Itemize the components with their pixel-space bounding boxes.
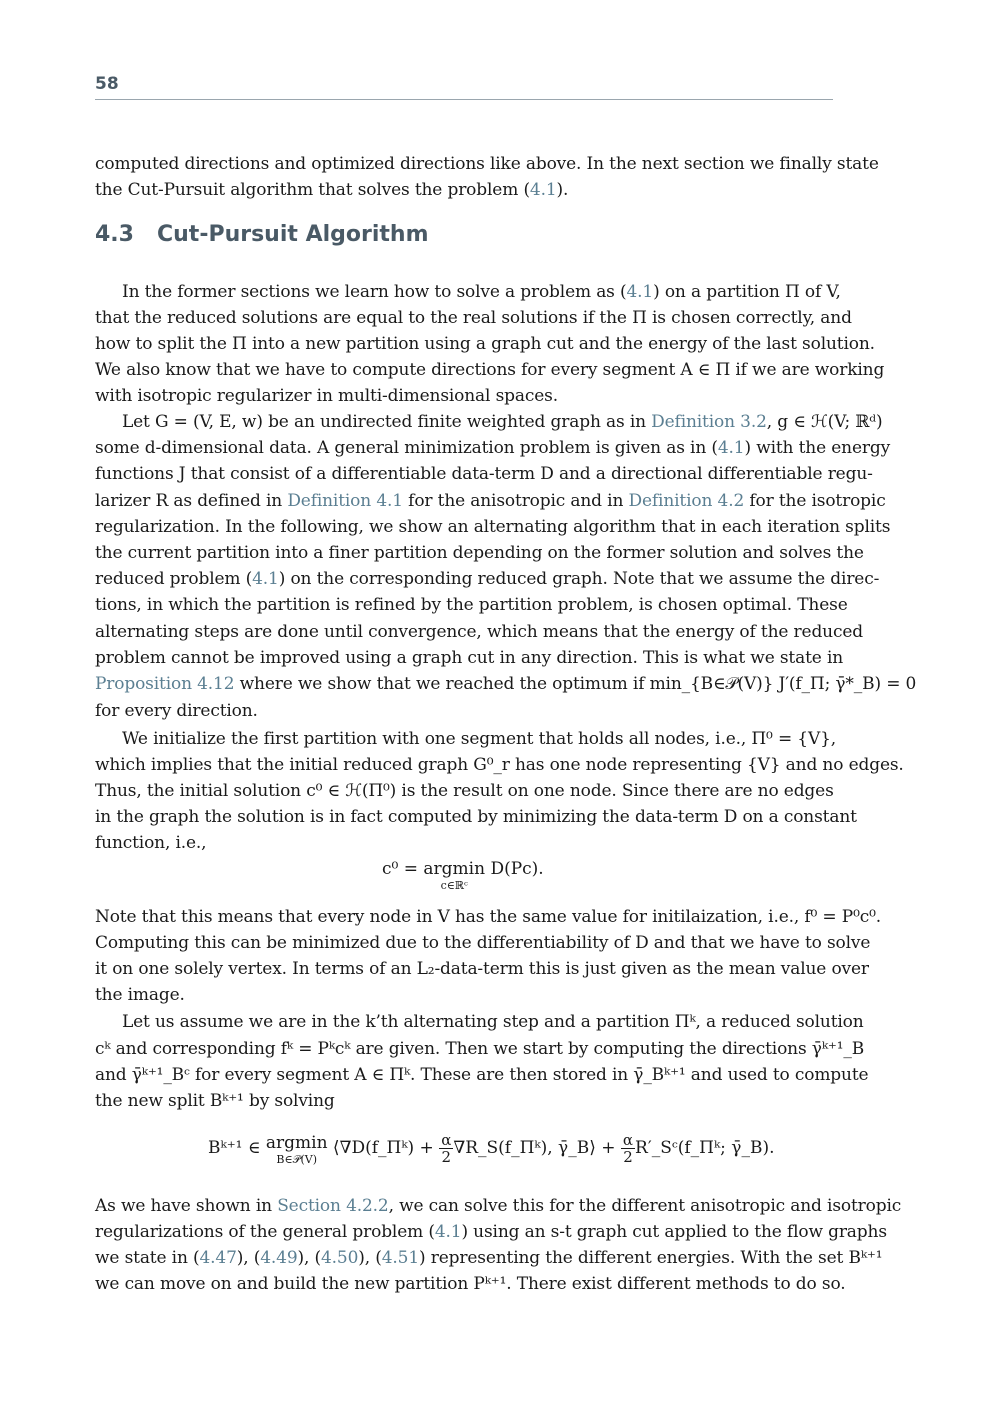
header-rule xyxy=(95,99,833,100)
fraction-denominator: 2 xyxy=(623,1148,633,1166)
paragraph-line: We initialize the first partition with one segment that holds all nodes, i.e., Π⁰ = {V}, xyxy=(122,729,837,749)
cross-reference-link[interactable]: 4.1 xyxy=(626,282,654,302)
cross-reference-link[interactable]: Definition 4.1 xyxy=(287,491,403,511)
equation-rhs: D(Pc). xyxy=(485,859,544,879)
cross-reference-link[interactable]: 4.1 xyxy=(529,180,557,200)
paragraph-line: cᵏ and corresponding fᵏ = Pᵏcᵏ are given. Then we start by computing the directions γ̄ᵏ⁺¹_B xyxy=(95,1039,865,1059)
argmin-operator xyxy=(266,1132,328,1166)
paragraph-line: regularizations of the general problem (4.1) using an s-t graph cut applied to the flow graphs xyxy=(95,1222,887,1242)
fraction-numerator: α xyxy=(441,1131,452,1149)
argmin-label: argmin xyxy=(423,859,486,879)
cross-reference-link[interactable]: Section 4.2.2 xyxy=(277,1196,389,1216)
cross-reference-link[interactable]: 4.1 xyxy=(252,569,279,589)
paragraph-line: We also know that we have to compute directions for every segment A ∈ Π if we are working xyxy=(95,360,885,380)
paragraph-line: reduced problem (4.1) on the corresponding reduced graph. Note that we assume the direc- xyxy=(95,569,880,589)
page-number: 58 xyxy=(95,74,119,94)
equation-term: R′_Sᶜ(f_Πᵏ; γ̄_B). xyxy=(635,1138,775,1158)
cross-reference-link[interactable]: Definition 3.2 xyxy=(651,412,767,432)
paragraph-line: we state in (4.47), (4.49), (4.50), (4.51) representing the different energies. With the set Bᵏ⁺¹ xyxy=(95,1248,883,1268)
cross-reference-link[interactable]: 4.1 xyxy=(434,1222,462,1242)
intro-line: the Cut-Pursuit algorithm that solves the problem (4.1). xyxy=(95,180,569,200)
paragraph-line: the current partition into a finer partition depending on the former solution and solves the xyxy=(95,543,864,563)
cross-reference-link[interactable]: Definition 4.2 xyxy=(628,491,745,511)
paragraph-line: As we have shown in Section 4.2.2, we can solve this for the different anisotropic and isotropic xyxy=(95,1196,902,1216)
paragraph-line: Note that this means that every node in V has the same value for initilaization, i.e., f⁰ = P⁰c⁰. xyxy=(95,907,882,927)
paragraph-line: functions J that consist of a differentiable data-term D and a directional differentiable regu- xyxy=(95,464,873,484)
equation-lhs: c⁰ = xyxy=(382,859,424,879)
paragraph-line: tions, in which the partition is refined by the partition problem, is chosen optimal. These xyxy=(95,595,848,615)
paragraph-line: in the graph the solution is in fact computed by minimizing the data-term D on a constant xyxy=(95,807,857,827)
cross-reference-link[interactable]: 4.47 xyxy=(199,1248,237,1268)
argmin-operator xyxy=(423,858,485,892)
paragraph-line: problem cannot be improved using a graph cut in any direction. This is what we state in xyxy=(95,648,844,668)
cross-reference-link[interactable]: 4.1 xyxy=(717,438,745,458)
section-title: Cut-Pursuit Algorithm xyxy=(157,222,429,247)
paragraph-line: some d-dimensional data. A general minimization problem is given as in (4.1) with the energy xyxy=(95,438,891,458)
paragraph-line: and γ̄ᵏ⁺¹_Bᶜ for every segment A ∈ Πᵏ. These are then stored in γ̄_Bᵏ⁺¹ and used to compute xyxy=(95,1065,869,1085)
paragraph-line: function, i.e., xyxy=(95,833,207,853)
paragraph-line: that the reduced solutions are equal to the real solutions if the Π is chosen correctly, and xyxy=(95,308,852,328)
equation-init xyxy=(382,858,544,892)
cross-reference-link[interactable]: 4.50 xyxy=(320,1248,359,1268)
fraction-denominator: 2 xyxy=(441,1148,452,1166)
section-heading xyxy=(95,222,429,247)
fraction-numerator: α xyxy=(622,1131,634,1149)
paragraph-line: we can move on and build the new partition Pᵏ⁺¹. There exist different methods to do so. xyxy=(95,1274,846,1294)
intro-line: computed directions and optimized directions like above. In the next section we finally state xyxy=(95,154,879,174)
paragraph-line: In the former sections we learn how to solve a problem as (4.1) on a partition Π of V, xyxy=(122,282,841,302)
paragraph-line: Let us assume we are in the k’th alternating step and a partition Πᵏ, a reduced solution xyxy=(122,1012,864,1032)
cross-reference-link[interactable]: 4.51 xyxy=(381,1248,419,1268)
alpha-half-fraction xyxy=(621,1132,635,1165)
argmin-subscript: B∈𝒫(V) xyxy=(276,1153,318,1166)
argmin-subscript: c∈ℝᶜ xyxy=(440,879,468,892)
equation-split xyxy=(208,1132,775,1166)
paragraph-line: for every direction. xyxy=(95,701,258,721)
paragraph-line: alternating steps are done until convergence, which means that the energy of the reduced xyxy=(95,622,863,642)
paragraph-line: how to split the Π into a new partition using a graph cut and the energy of the last solution. xyxy=(95,334,875,354)
argmin-label: argmin xyxy=(265,1133,328,1153)
paragraph-line: the new split Bᵏ⁺¹ by solving xyxy=(95,1091,335,1111)
paragraph-line: which implies that the initial reduced graph G⁰_r has one node representing {V} and no edges. xyxy=(95,755,904,775)
alpha-half-fraction xyxy=(439,1132,453,1165)
paragraph-line: with isotropic regularizer in multi-dimensional spaces. xyxy=(95,386,558,406)
paragraph-line: the image. xyxy=(95,985,185,1005)
section-number: 4.3 xyxy=(95,222,134,247)
equation-term: ⟨∇D(f_Πᵏ) + xyxy=(327,1138,440,1158)
paragraph-line: Thus, the initial solution c⁰ ∈ ℋ(Π⁰) is the result on one node. Since there are no edges xyxy=(95,781,834,801)
paragraph-line: larizer R as defined in Definition 4.1 for the anisotropic and in Definition 4.2 for the isotropic xyxy=(95,491,886,511)
paragraph-line: it on one solely vertex. In terms of an L₂-data-term this is just given as the mean value over xyxy=(95,959,869,979)
paragraph-line: regularization. In the following, we show an alternating algorithm that in each iteration splits xyxy=(95,517,891,537)
equation-term: ∇R_S(f_Πᵏ), γ̄_B⟩ + xyxy=(453,1138,621,1158)
cross-reference-link[interactable]: Proposition 4.12 xyxy=(95,674,235,694)
paragraph-line: Let G = (V, E, w) be an undirected finite weighted graph as in Definition 3.2, g ∈ ℋ(V; ℝᵈ) xyxy=(122,412,883,432)
paragraph-line: Proposition 4.12 where we show that we reached the optimum if min_{B∈𝒫(V)} J′(f_Π; γ̄*_B) = 0 xyxy=(95,674,917,694)
equation-lhs: Bᵏ⁺¹ ∈ xyxy=(208,1138,266,1158)
paragraph-line: Computing this can be minimized due to the differentiability of D and that we have to solve xyxy=(95,933,871,953)
cross-reference-link[interactable]: 4.49 xyxy=(260,1248,298,1268)
